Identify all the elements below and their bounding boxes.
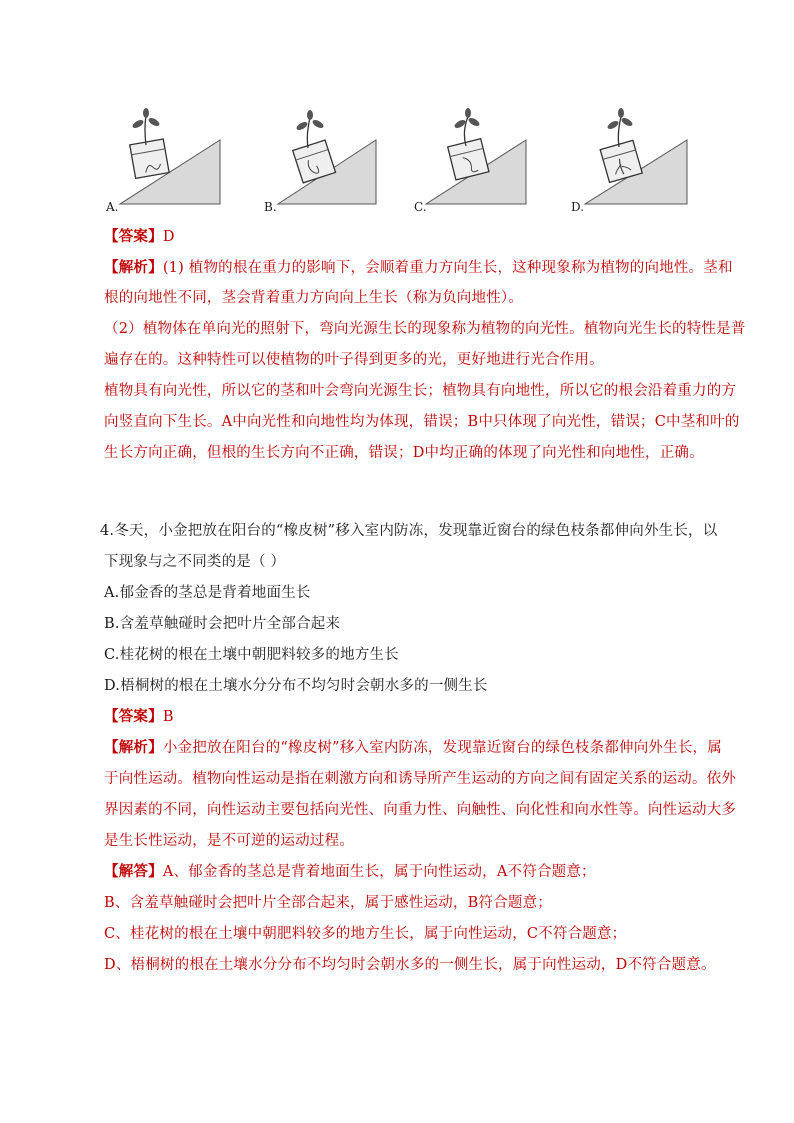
q3-analysis-line-2: 根的向地性不同，茎会背着重力方向向上生长（称为负向地性）。 bbox=[104, 290, 524, 306]
q4-analysis-line-1: 【解析】小金把放在阳台的“橡皮树”移入室内防冻，发现靠近窗台的绿色枝条都伸向外生长，属 bbox=[104, 739, 722, 756]
q4-option-d: D.梧桐树的根在土壤水分分布不均匀时会朝水多的一侧生长 bbox=[104, 678, 488, 694]
q4-answer-line bbox=[104, 707, 174, 727]
q3-analysis-line-6: 向竖直向下生长。A中向光性和向地性均为体现，错误；B中只体现了向光性，错误；C中茎和叶的 bbox=[104, 414, 740, 430]
plant-on-slope-illustration bbox=[258, 100, 383, 210]
figure-row bbox=[100, 100, 700, 218]
answer-value: D bbox=[162, 229, 175, 245]
analysis-tag: 【解析】 bbox=[104, 739, 163, 756]
q4-option-a: A.郁金香的茎总是背着地面生长 bbox=[104, 585, 311, 601]
q4-option-b: B.含羞草触碰时会把叶片全部合起来 bbox=[104, 616, 341, 632]
answer-tag: 【答案】 bbox=[104, 708, 163, 725]
q4-analysis-line-2: 于向性运动。植物向性运动是指在刺激方向和诱导所产生运动的方向之间有固定关系的运动。依外 bbox=[104, 771, 737, 787]
answer-value: B bbox=[162, 709, 174, 725]
q4-stem-line-2: 下现象与之不同类的是（ ） bbox=[104, 554, 286, 570]
figure-label-b: B. bbox=[264, 200, 277, 214]
solution-tag: 【解答】 bbox=[104, 863, 163, 880]
q4-solution-line-3: C、桂花树的根在土壤中朝肥料较多的地方生长，属于向性运动，C不符合题意； bbox=[104, 926, 627, 942]
q4-analysis-line-3: 界因素的不同，向性运动主要包括向光性、向重力性、向触性、向化性和向水性等。向性运动大多 bbox=[104, 802, 737, 818]
answer-tag: 【答案】 bbox=[104, 228, 163, 245]
q4-analysis-line-4: 是生长性运动，是不可逆的运动过程。 bbox=[104, 833, 354, 849]
q4-solution-line-4: D、梧桐树的根在土壤水分分布不均匀时会朝水多的一侧生长，属于向性运动，D不符合题意。 bbox=[104, 957, 716, 973]
q3-answer-line bbox=[104, 227, 175, 247]
q3-analysis-line-4: 遍存在的。这种特性可以使植物的叶子得到更多的光，更好地进行光合作用。 bbox=[104, 352, 604, 368]
figure-label-c: C. bbox=[414, 200, 427, 214]
q3-analysis-line-1: 【解析】(1) 植物的根在重力的影响下，会顺着重力方向生长，这种现象称为植物的向地性。茎和 bbox=[104, 259, 733, 276]
analysis-tag: 【解析】 bbox=[104, 259, 163, 276]
q3-analysis-line-5: 植物具有向光性，所以它的茎和叶会弯向光源生长；植物具有向地性，所以它的根会沿着重力的方 bbox=[104, 383, 737, 399]
q3-analysis-line-3: （2）植物体在单向光的照射下，弯向光源生长的现象称为植物的向光性。植物向光生长的特性是普 bbox=[104, 321, 746, 337]
q4-stem-line-1: 4.冬天，小金把放在阳台的“橡皮树”移入室内防冻，发现靠近窗台的绿色枝条都伸向外生长，以 bbox=[100, 523, 718, 539]
q4-solution-line-1: 【解答】A、郁金香的茎总是背着地面生长，属于向性运动，A不符合题意； bbox=[104, 863, 596, 880]
q4-solution-line-2: B、含羞草触碰时会把叶片全部合起来，属于感性运动，B符合题意； bbox=[104, 895, 553, 911]
plant-on-slope-illustration bbox=[100, 100, 225, 210]
figure-b bbox=[258, 100, 383, 218]
plant-on-slope-illustration bbox=[408, 100, 533, 210]
plant-on-slope-illustration bbox=[565, 100, 690, 210]
figure-a bbox=[100, 100, 225, 218]
figure-d bbox=[565, 100, 690, 218]
q4-option-c: C.桂花树的根在土壤中朝肥料较多的地方生长 bbox=[104, 647, 399, 663]
figure-label-a: A. bbox=[106, 200, 119, 214]
figure-c bbox=[408, 100, 533, 218]
figure-label-d: D. bbox=[571, 200, 585, 214]
q3-analysis-line-7: 生长方向正确，但根的生长方向不正确，错误；D中均正确的体现了向光性和向地性，正确。 bbox=[104, 445, 704, 461]
